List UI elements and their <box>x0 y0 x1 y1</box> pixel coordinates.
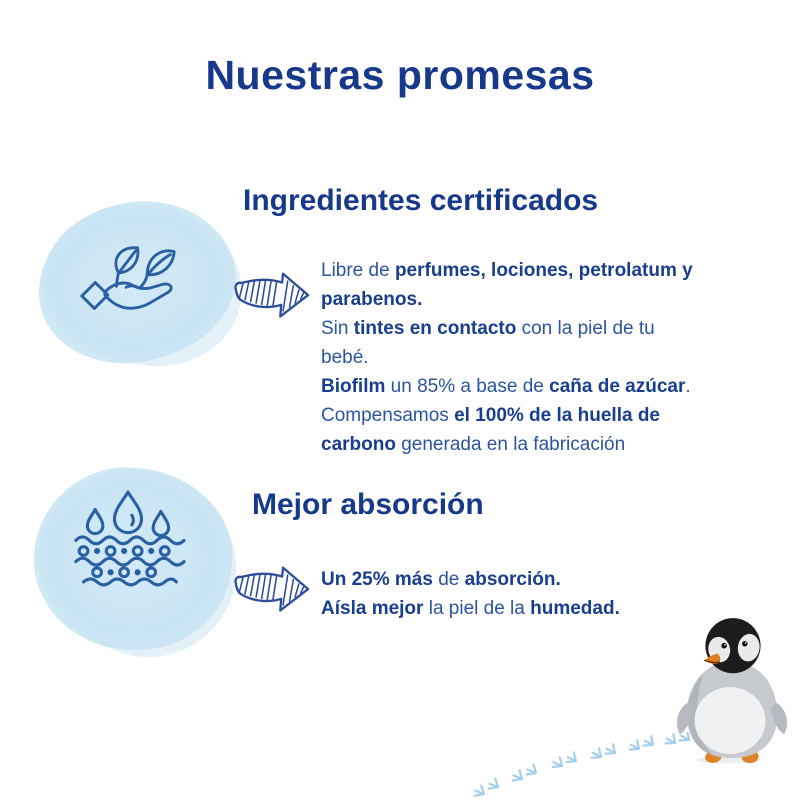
text-line: Un 25% más de absorción. <box>321 569 561 590</box>
hand-with-leaves-icon <box>78 240 178 323</box>
text-line: Biofilm un 85% a base de caña de azúcar. <box>321 376 691 397</box>
text-line: bebé. <box>321 347 369 368</box>
penguin-footprint-trail <box>472 732 702 800</box>
sketch-arrow-icon <box>231 564 311 616</box>
text-line: Sin tintes en contacto con la piel de tu <box>321 318 655 339</box>
text-line: Aísla mejor la piel de la humedad. <box>321 598 620 619</box>
absorption-text-block <box>321 565 620 623</box>
section-heading-absorption: Mejor absorción <box>252 488 484 521</box>
text-line: parabenos. <box>321 289 423 310</box>
absorption-layers-icon <box>70 486 186 587</box>
page-title: Nuestras promesas <box>205 52 595 98</box>
text-line: Libre de perfumes, lociones, petrolatum y <box>321 260 693 281</box>
text-line: Compensamos el 100% de la huella de <box>321 405 660 426</box>
section-heading-ingredients: Ingredientes certificados <box>243 184 599 217</box>
text-line: carbono generada en la fabricación <box>321 434 626 455</box>
